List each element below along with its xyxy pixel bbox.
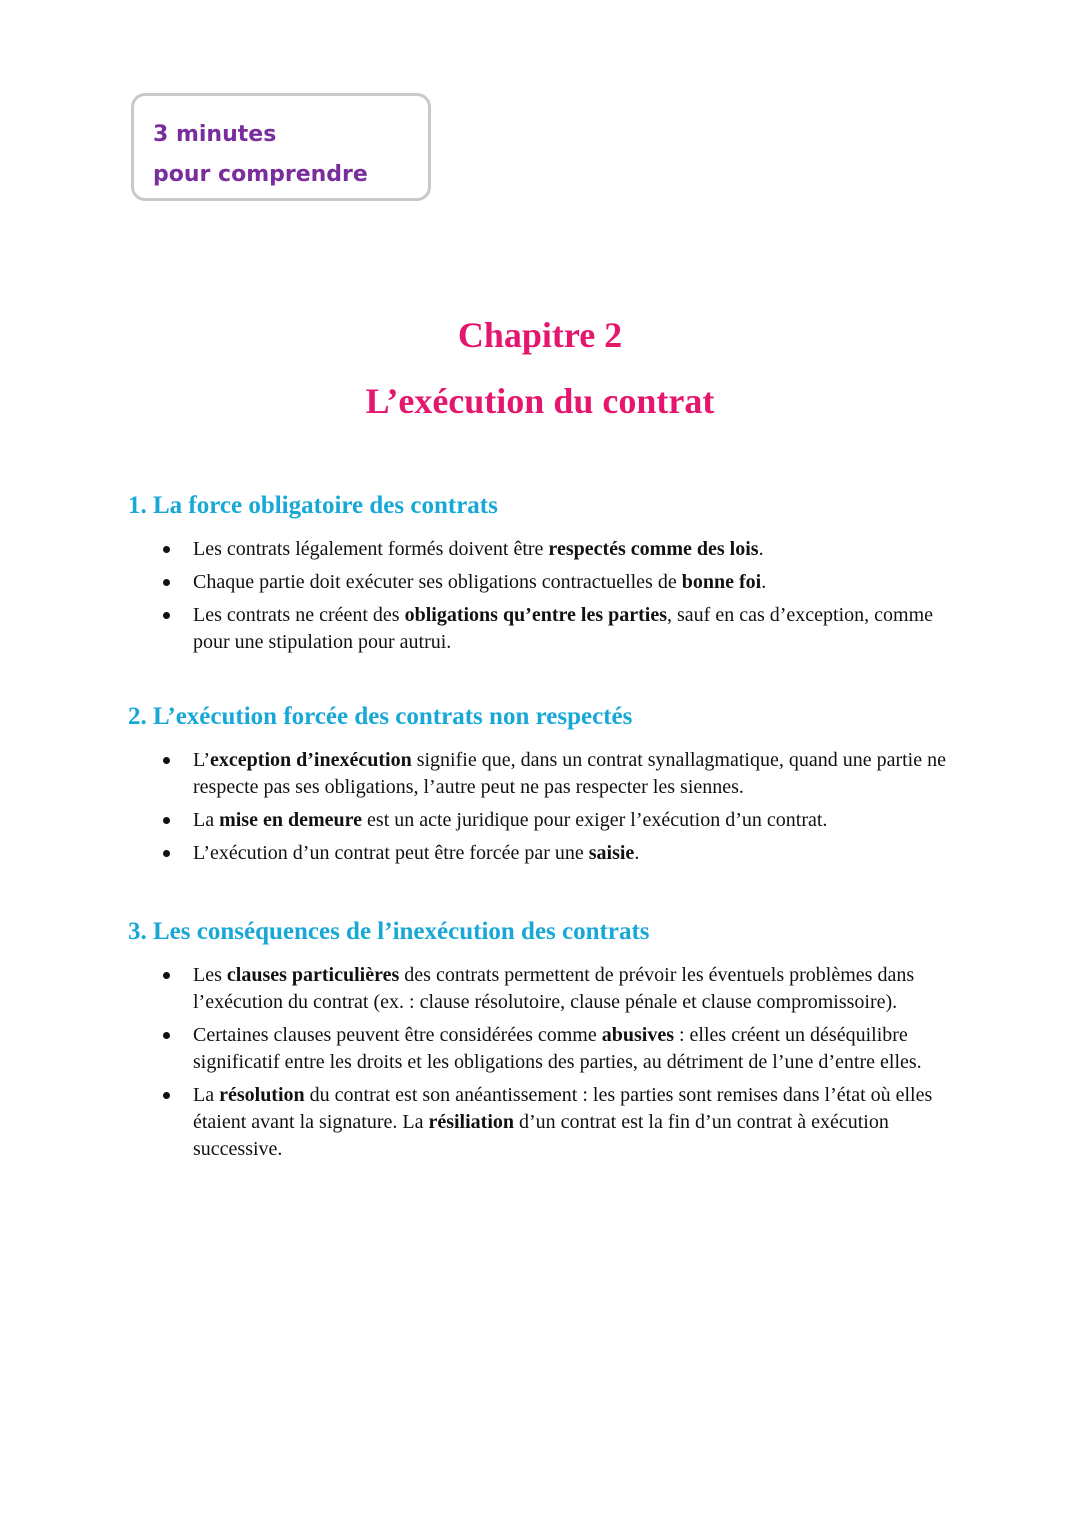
chapter-title: L’exécution du contrat: [365, 381, 715, 421]
list-item: Les clauses particulières des contrats permettent de prévoir les éventuels problèmes dans l’exécution du contrat (ex. : clause résolutoire, clause pénale et clause compromissoire).: [128, 962, 948, 1016]
section-1: [128, 489, 948, 662]
section-heading: 1. La force obligatoire des contrats: [128, 492, 498, 519]
list-item: L’exception d’inexécution signifie que, dans un contrat synallagmatique, quand une partie ne respecte pas ses obligations, l’autre peut ne pas respecter les siennes.: [128, 747, 948, 801]
chapter-number: Chapitre 2: [457, 315, 623, 355]
section-heading: 2. L’exécution forcée des contrats non respectés: [128, 703, 633, 730]
bullet-list: [128, 536, 948, 656]
section-heading: 3. Les conséquences de l’inexécution des contrats: [128, 918, 650, 945]
bullet-list: [128, 962, 948, 1163]
section-2: [128, 700, 948, 873]
bullet-list: [128, 747, 948, 867]
badge-line-1: 3 minutes: [153, 122, 277, 147]
list-item: Chaque partie doit exécuter ses obligations contractuelles de bonne foi.: [128, 569, 948, 596]
list-item: La résolution du contrat est son anéantissement : les parties sont remises dans l’état où elles étaient avant la signature. La résiliation d’un contrat est la fin d’un contrat à exécution successive.: [128, 1082, 948, 1163]
list-item: Les contrats ne créent des obligations qu’entre les parties, sauf en cas d’exception, comme pour une stipulation pour autrui.: [128, 602, 948, 656]
badge-box: [131, 93, 431, 201]
list-item: L’exécution d’un contrat peut être forcée par une saisie.: [128, 840, 948, 867]
section-3: [128, 915, 948, 1169]
list-item: La mise en demeure est un acte juridique pour exiger l’exécution d’un contrat.: [128, 807, 948, 834]
list-item: Certaines clauses peuvent être considérées comme abusives : elles créent un déséquilibre significatif entre les droits et les obligations des parties, au détriment de l’une d’entre elles.: [128, 1022, 948, 1076]
badge-line-2: pour comprendre: [153, 162, 368, 187]
list-item: Les contrats légalement formés doivent être respectés comme des lois.: [128, 536, 948, 563]
